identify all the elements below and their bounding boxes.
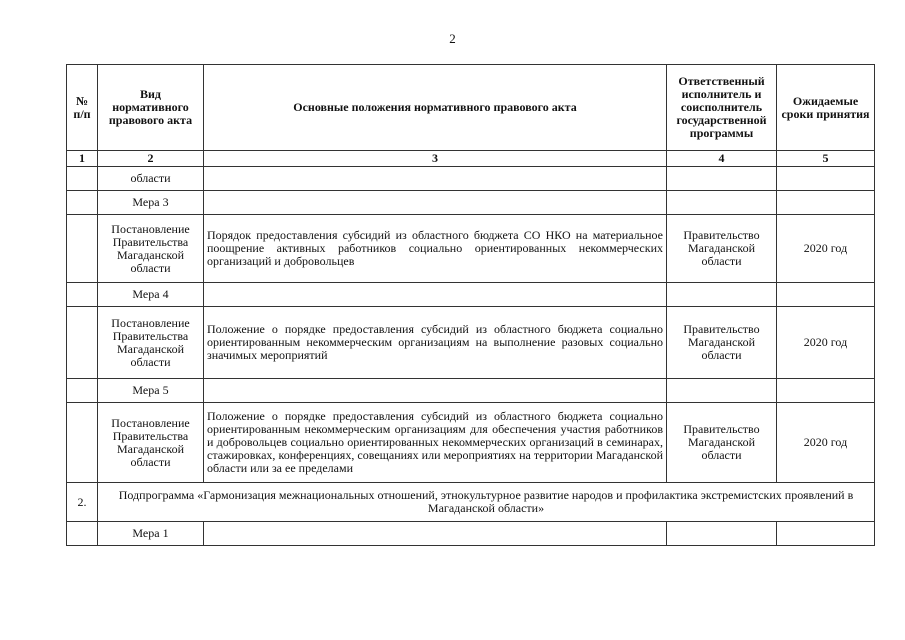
measure-row (67, 191, 875, 215)
column-number: 2 (98, 151, 204, 167)
column-number: 5 (777, 151, 875, 167)
measure-row (67, 522, 875, 546)
act-type-cell: Постановление Правительства Магаданской области (98, 307, 204, 379)
header-main-provisions: Основные положения нормативного правового акта (204, 65, 667, 151)
measure-label: Мера 1 (98, 522, 204, 546)
measure-label: Мера 5 (98, 379, 204, 403)
deadline-cell: 2020 год (777, 307, 875, 379)
subprogram-number: 2. (67, 483, 98, 522)
executor-cell: Правительство Магаданской области (667, 403, 777, 483)
executor-cell: Правительство Магаданской области (667, 215, 777, 283)
table-row (67, 307, 875, 379)
subprogram-row (67, 483, 875, 522)
column-number: 1 (67, 151, 98, 167)
table-row (67, 403, 875, 483)
measure-label: Мера 4 (98, 283, 204, 307)
table-row (67, 167, 875, 191)
measure-row (67, 379, 875, 403)
column-number: 4 (667, 151, 777, 167)
act-type-cell: области (98, 167, 204, 191)
table-row (67, 215, 875, 283)
act-content-cell: Порядок предоставления субсидий из областного бюджета СО НКО на материальное поощрение активных работников социально ориентированных некоммерческих организаций и добровольцев (204, 215, 667, 283)
normative-acts-table (66, 64, 875, 546)
header-number: № п/п (67, 65, 98, 151)
header-act-type: Вид нормативного правового акта (98, 65, 204, 151)
measure-row (67, 283, 875, 307)
deadline-cell: 2020 год (777, 403, 875, 483)
header-row (67, 65, 875, 151)
column-number: 3 (204, 151, 667, 167)
header-executor: Ответственный исполнитель и соисполнитель государственной программы (667, 65, 777, 151)
subprogram-title: Подпрограмма «Гармонизация межнациональных отношений, этнокультурное развитие народов и профилактика экстремистских проявлений в Магаданской области» (98, 483, 875, 522)
measure-label: Мера 3 (98, 191, 204, 215)
act-type-cell: Постановление Правительства Магаданской области (98, 403, 204, 483)
act-content-cell: Положение о порядке предоставления субсидий из областного бюджета социально ориентированным некоммерческим организациям на выполнение разовых социально значимых мероприятий (204, 307, 667, 379)
deadline-cell: 2020 год (777, 215, 875, 283)
page-number: 2 (449, 31, 456, 46)
act-type-cell: Постановление Правительства Магаданской области (98, 215, 204, 283)
header-deadline: Ожидаемые сроки принятия (777, 65, 875, 151)
executor-cell: Правительство Магаданской области (667, 307, 777, 379)
column-number-row (67, 151, 875, 167)
act-content-cell: Положение о порядке предоставления субсидий из областного бюджета социально ориентированным некоммерческим организациям для обеспечения участия работников и добровольцев социально ориентированных некоммерческих организаций в семинарах, стажировках, конференциях, совещаниях или мероприятиях на территории Магаданской области или за ее пределами (204, 403, 667, 483)
